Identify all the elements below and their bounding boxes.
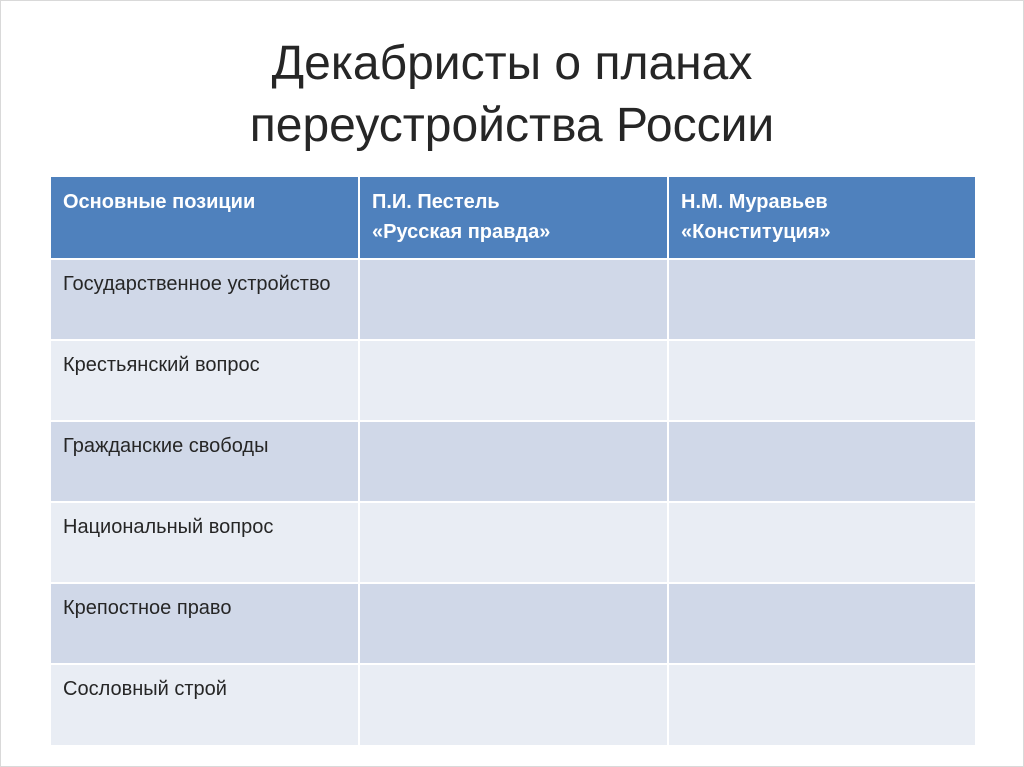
table-header-row (50, 178, 976, 259)
cell-muravyev-state-structure (668, 259, 976, 340)
table-row (50, 259, 976, 340)
slide-title-line-2: переустройства России (249, 99, 775, 152)
row-label-estate-system: Сословный строй (50, 664, 359, 746)
cell-muravyev-civil-liberties (668, 421, 976, 502)
row-label-state-structure: Государственное устройство (50, 259, 359, 340)
row-label-national-question: Национальный вопрос (50, 502, 359, 583)
row-label-peasant-question: Крестьянский вопрос (50, 340, 359, 421)
header-muravyev-line-2: «Конституция» (681, 221, 831, 243)
cell-muravyev-peasant-question (668, 340, 976, 421)
table-body (50, 259, 976, 746)
cell-pestel-serfdom (359, 583, 668, 664)
slide-title-line-1: Декабристы о планах (271, 37, 753, 90)
cell-muravyev-serfdom (668, 583, 976, 664)
header-positions-line-1: Основные позиции (63, 191, 256, 213)
table-row (50, 340, 976, 421)
header-muravyev-line-1: Н.М. Муравьев (681, 191, 828, 213)
cell-pestel-civil-liberties (359, 421, 668, 502)
cell-pestel-state-structure (359, 259, 668, 340)
cell-pestel-estate-system (359, 664, 668, 746)
header-pestel-line-1: П.И. Пестель (372, 191, 500, 213)
slide-title (0, 33, 1024, 157)
cell-muravyev-estate-system (668, 664, 976, 746)
table-row (50, 421, 976, 502)
table-row (50, 502, 976, 583)
table-row (50, 583, 976, 664)
row-label-serfdom: Крепостное право (50, 583, 359, 664)
header-cell-pestel (359, 178, 668, 259)
header-cell-positions (50, 178, 359, 259)
cell-pestel-peasant-question (359, 340, 668, 421)
decembrists-comparison-table (49, 177, 977, 747)
row-label-civil-liberties: Гражданские свободы (50, 421, 359, 502)
cell-pestel-national-question (359, 502, 668, 583)
header-pestel-line-2: «Русская правда» (372, 221, 551, 243)
table-row (50, 664, 976, 746)
header-cell-muravyev (668, 178, 976, 259)
cell-muravyev-national-question (668, 502, 976, 583)
table-header (50, 178, 976, 259)
